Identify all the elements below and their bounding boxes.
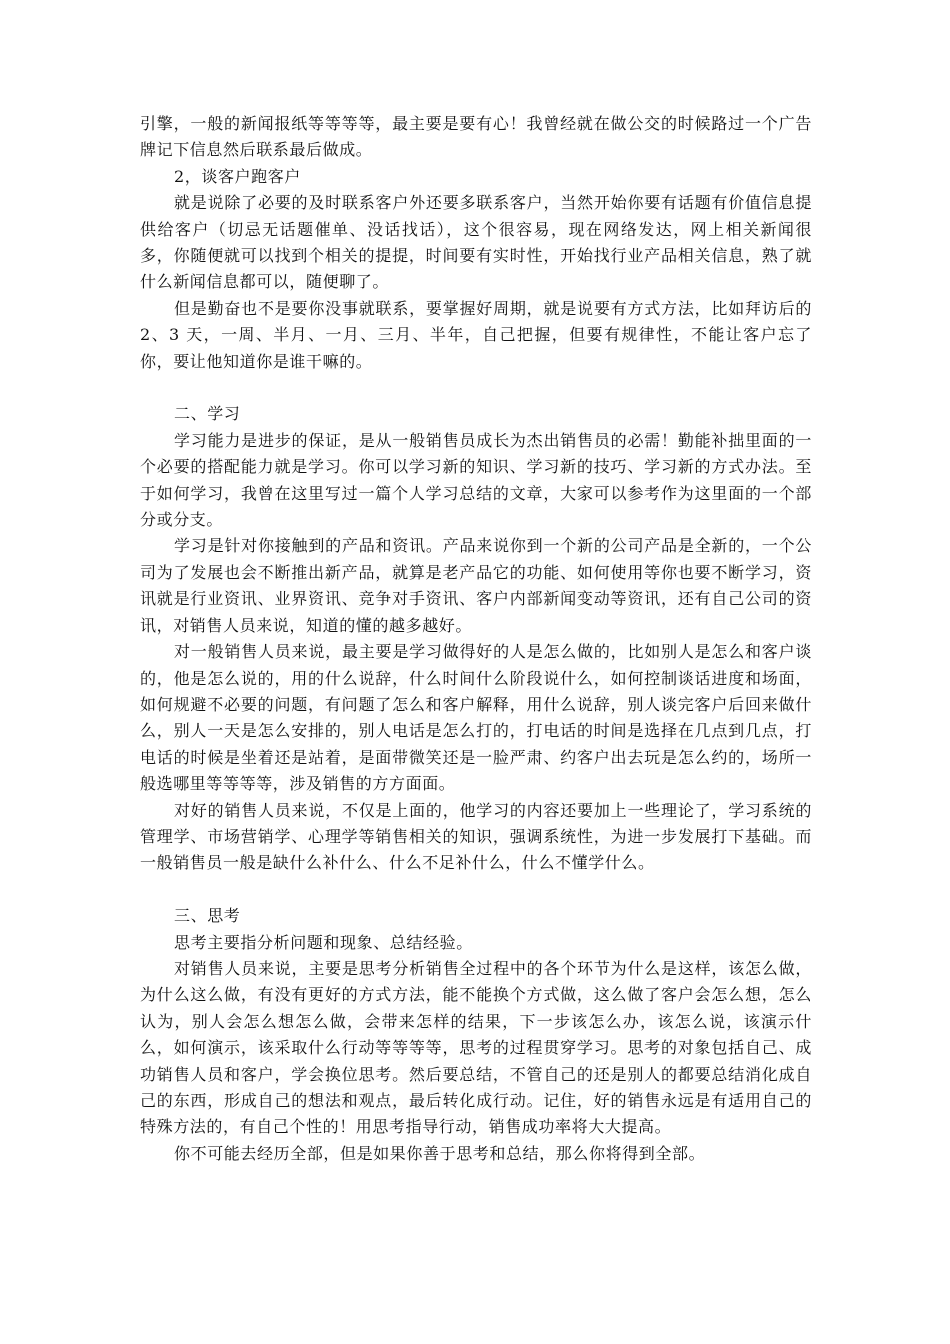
spacer: [140, 877, 812, 903]
paragraph-continuation: 引擎，一般的新闻报纸等等等等，最主要是要有心！我曾经就在做公交的时候路过一个广告牌记下信息然后联系最后做成。: [140, 114, 812, 160]
document-body: [140, 111, 812, 1167]
paragraph: 对销售人员来说，主要是思考分析销售全过程中的各个环节为什么是这样，该怎么做，为什么这么做，有没有更好的方式方法，能不能换个方式做，这么做了客户会怎么想，怎么认为，别人会怎么想怎么做，会带来怎样的结果，下一步该怎么办，该怎么说，该演示什么，如何演示，该采取什么行动等等等等，思考的过程贯穿学习。思考的对象包括自己、成功销售人员和客户，学会换位思考。然后要总结，不管自己的还是别人的都要总结消化成自己的东西，形成自己的想法和观点，最后转化成行动。记住，好的销售永远是有适用自己的特殊方法的，有自己个性的！用思考指导行动，销售成功率将大大提高。: [140, 958, 812, 1137]
paragraph: 学习是针对你接触到的产品和资讯。产品来说你到一个新的公司产品是全新的，一个公司为了发展也会不断推出新产品，就算是老产品它的功能、如何使用等你也要不断学习，资讯就是行业资讯、业界资讯、竞争对手资讯、客户内部新闻变动等资讯，还有自己公司的资讯，对销售人员来说，知道的懂的越多越好。: [140, 536, 812, 635]
paragraph: 就是说除了必要的及时联系客户外还要多联系客户，当然开始你要有话题有价值信息提供给客户（切忌无话题催单、没话找话），这个很容易，现在网络发达，网上相关新闻很多，你随便就可以找到个相关的提提，时间要有实时性，开始找行业产品相关信息，熟了就什么新闻信息都可以，随便聊了。: [140, 193, 812, 292]
paragraph: 对好的销售人员来说，不仅是上面的，他学习的内容还要加上一些理论了，学习系统的管理学、市场营销学、心理学等销售相关的知识，强调系统性，为进一步发展打下基础。而一般销售员一般是缺什么补什么、什么不足补什么，什么不懂学什么。: [140, 800, 812, 873]
paragraph: 思考主要指分析问题和现象、总结经验。: [174, 932, 473, 952]
paragraph: 对一般销售人员来说，最主要是学习做得好的人是怎么做的，比如别人是怎么和客户谈的，他是怎么说的，用的什么说辞，什么时间什么阶段说什么，如何控制谈话进度和场面，如何规避不必要的问题，有问题了怎么和客户解释，用什么说辞，别人谈完客户后回来做什么，别人一天是怎么安排的，别人电话是怎么打的，打电话的时间是选择在几点到几点，打电话的时候是坐着还是站着，是面带微笑还是一脸严肃、约客户出去玩是怎么约的，场所一般选哪里等等等等，涉及销售的方方面面。: [140, 642, 812, 794]
paragraph: 学习能力是进步的保证，是从一般销售员成长为杰出销售员的必需！勤能补拙里面的一个必要的搭配能力就是学习。你可以学习新的知识、学习新的技巧、学习新的方式办法。至于如何学习，我曾在这里写过一篇个人学习总结的文章，大家可以参考作为这里面的一个部分或分支。: [140, 430, 812, 530]
spacer: [140, 375, 812, 401]
paragraph: 但是勤奋也不是要你没事就联系，要掌握好周期，就是说要有方式方法，比如拜访后的 2、3 天，一周、半月、一月、三月、半年，自己把握，但要有规律性，不能让客户忘了你，要让他知道你是谁干嘛的。: [140, 298, 812, 371]
paragraph: 你不可能去经历全部，但是如果你善于思考和总结，那么你将得到全部。: [174, 1143, 706, 1163]
section-heading-learning: 二、学习: [174, 404, 241, 424]
subheading-talk-customers: 2，谈客户跑客户: [174, 166, 301, 186]
section-heading-thinking: 三、思考: [174, 906, 241, 926]
